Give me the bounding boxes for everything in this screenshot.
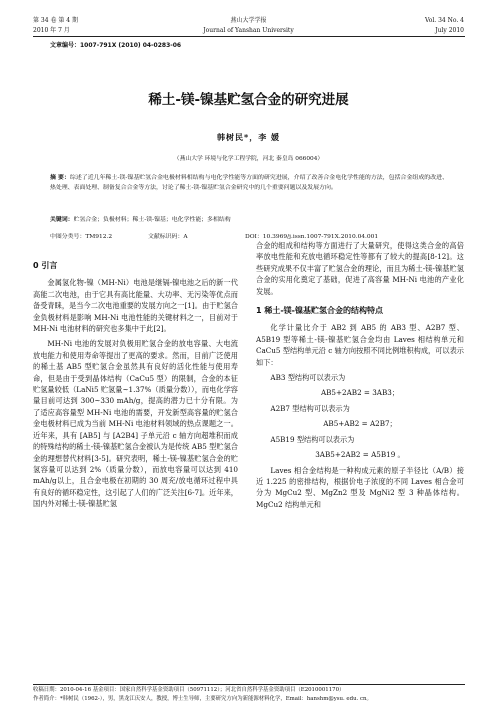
- intro-paragraph-2: MH-Ni 电池的发展对负极用贮氢合金的放电容量、大电流放电能力和使用寿命等提出了更高的要求。然而，目前广泛使用的稀土基 AB5 型贮氢合金虽然具有良好的活化性能与使用寿命，但是由于受到晶体结构（CaCu5 型）的限制，合金的本征贮氢量较低（LaNi5 贮氢量~1.37%（质量分数）），而电化学容量目前可达到 300~330 mAh/g，提高的潜力已十分有限。为了适应高容量型 MH-Ni 电池的需要，开发新型高容量的贮氢合金电极材料已成为当前 MH-Ni 电池材料领域的热点课题之一。近年来，具有 [AB5] 与 [A2B4] 子单元沿 c 轴方向超堆积而成的特殊结构的稀土-镁-镍基贮氢合金被认为是传统 AB5 型贮氢合金的理想替代材料[3-5]。研究表明，稀土-镁-镍基贮氢合金的贮氢容量可以达到 2%（质量分数），而放电容量可以达到 410 mAh/g以上，且合金电极在初期的 30 周充/放电循环过程中具有良好的循环稳定性，这引起了人们的广泛关注[6-7]。近年来，国内外对稀土-镁-镍基贮氢: [33, 339, 238, 509]
- affiliation: （燕山大学 环境与化学工程学院，河北 秦皇岛 066004）: [173, 156, 324, 162]
- article-number: 文章编号：1007-791X (2010) 04-0283-06: [50, 42, 182, 49]
- document-code: 文献标识码：A: [148, 234, 188, 240]
- equation-a2b7: AB5+AB2 = A2B7；: [323, 419, 397, 429]
- footnote: [33, 686, 465, 704]
- keywords: [50, 214, 448, 223]
- laves-paragraph: Laves 相合金结构是一种构成元素的原子半径比（A/B）接近 1.225 的密排结构，根据价电子浓度的不同 Laves 相合金可分为 MgCu2 型、MgZn2 型及 MgNi2 型 3 种晶体结构。MgCu2 结构单元和: [256, 465, 464, 509]
- header-volume: 第 34 卷 第 4 期: [33, 17, 78, 24]
- keywords-label: 关键词：: [50, 217, 74, 223]
- header-rule: [33, 36, 465, 37]
- keywords-text: 贮氢合金；负极材料；稀土-镁-镍基；电化学性能；多相结构: [73, 217, 231, 223]
- abstract-label: 摘 要：: [50, 175, 70, 181]
- intro-paragraph-1: 金属氢化物-镍（MH-Ni）电池是继镉-镍电池之后的新一代高能二次电池，由于它具有高比能量、大功率、无污染等优点而备受青睐，是当今二次电池重要的发展方向之一[1]。由于贮氢合金负极材料是影响 MH-Ni 电池性能的关键材料之一，目前对于 MH-Ni 电池材料的研究也多集中于此[2]。: [33, 278, 238, 334]
- a2b7-label: A2B7 型结构可以表示为: [270, 403, 350, 413]
- journal-name-en: Journal of Yanshan University: [203, 27, 294, 34]
- received-funding: 收稿日期：2010-04-16 基金项目：国家自然科学基金资助项目（50971112）；河北省自然科学基金资助项目（E2010001170）: [33, 687, 345, 693]
- header-date: 2010 年 7 月: [33, 27, 70, 34]
- authors: 韩树民*，李 媛: [217, 132, 280, 142]
- abstract-text: 综述了近几年稀土-镁-镍基贮氢合金电极材料相结构与电化学性能等方面的研究进展，介绍了改善合金电化学性能的方法，包括合金组成的改进、热处理、表面处理、制备复合合金等方法，讨论了稀土-镁-镍基贮氢合金研究中的几个重要问题以及发展方向。: [50, 175, 448, 191]
- footnote-rule: [33, 684, 465, 685]
- equation-ab3: AB5+2AB2 = 3AB3；: [320, 388, 400, 398]
- header-volume-en: Vol. 34 No. 4: [424, 17, 464, 24]
- doi: DOI：10.3969/j.issn.1007-791X.2010.04.001: [245, 234, 379, 240]
- section-heading-intro: 0 引言: [33, 261, 58, 270]
- section-heading-1: 1 稀土-镁-镍基贮氢合金的结构特点: [256, 306, 383, 316]
- abstract: [50, 173, 448, 193]
- ab3-label: AB3 型结构可以表示为: [270, 373, 346, 383]
- right-paragraph-1: 合金的组成和结构等方面进行了大量研究，使得这类合金的高倍率放电性能和充放电循环稳定性等都有了较大的提高[8-12]。这些研究成果不仅丰富了贮氢合金的理论，而且为稀土-镁-镍基贮氢合金的实用化奠定了基础，促进了高容量 MH-Ni 电池的产业化发展。: [256, 241, 464, 296]
- structure-paragraph: 化学计量比介于 AB2 到 AB5 的 AB3 型、A2B7 型、A5B19 型等稀土-镁-镍基贮氢合金均由 Laves 相结构单元和 CaCu5 型结构单元沿 c 轴方向按照不同比例堆积构成，可以表示如下：: [256, 323, 464, 367]
- paper-title: 稀土-镁-镍基贮氢合金的研究进展: [148, 92, 349, 108]
- a5b19-label: A5B19 型结构可以表示为: [270, 434, 355, 444]
- left-column: [33, 260, 238, 510]
- right-column: [256, 240, 464, 510]
- journal-name-cn: 燕山大学学报: [230, 17, 267, 24]
- equation-a5b19: 3AB5+2AB2 = A5B19 。: [315, 450, 405, 460]
- header-date-en: July 2010: [435, 27, 464, 34]
- author-info: 作者简介：*韩树民（1962-），男，黑龙江庆安人，教授，博士生导师，主要研究方向为新能源材料化学，Email：hanshm@ysu. edu. cn。: [33, 696, 372, 702]
- clc-number: 中图分类号：TM912.2: [50, 234, 113, 240]
